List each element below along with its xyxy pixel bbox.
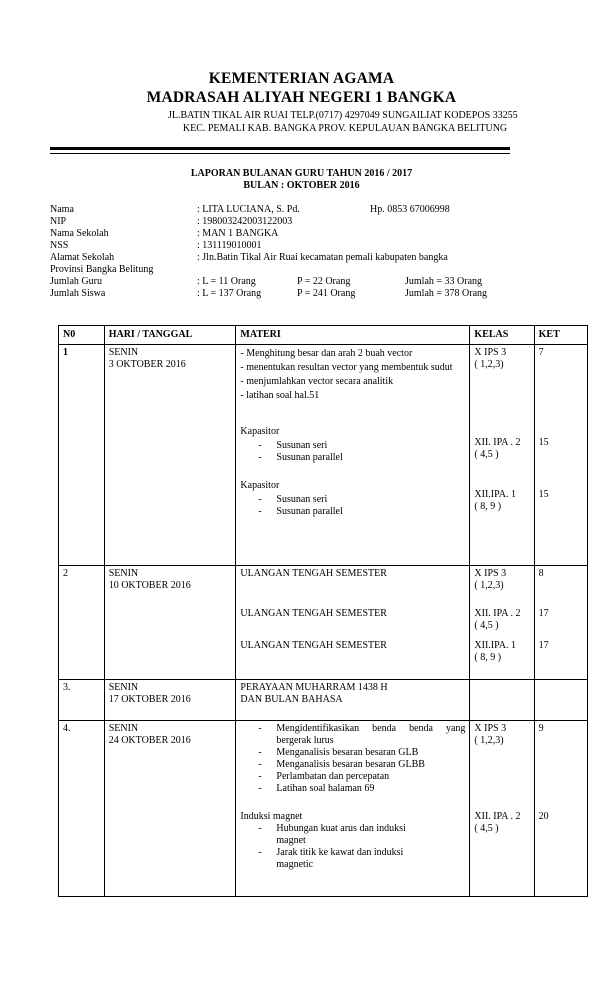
table-row: [59, 566, 588, 680]
guru-p-value: P = 22 Orang: [297, 276, 351, 287]
sekolah-value: : MAN 1 BANGKA: [197, 228, 279, 239]
materi-block: [240, 811, 465, 871]
kelas-hours: ( 1,2,3): [474, 580, 504, 591]
list-item: - Menganalisis besaran besaran GLB: [240, 747, 465, 759]
list-item: - Perlambatan dan percepatan: [240, 771, 465, 783]
nama-value: : LITA LUCIANA, S. Pd.: [197, 204, 300, 215]
guru-l-value: : L = 11 Orang: [197, 276, 256, 287]
materi-line: - menentukan resultan vector yang membentuk sudut: [240, 362, 453, 373]
row-ket: [534, 566, 587, 680]
col-header-materi: MATERI: [236, 326, 470, 345]
row-kelas: [470, 721, 534, 897]
alamat-value: : Jln.Batin Tikal Air Ruai kecamatan pemali kabupaten bangka: [197, 252, 448, 263]
kelas-hours: ( 1,2,3): [474, 359, 504, 370]
row-date: [104, 680, 236, 721]
ket-value: 17: [538, 608, 549, 619]
row-materi: [236, 566, 470, 680]
table-row: [59, 680, 588, 721]
kelas-hours: ( 8, 9 ): [474, 652, 502, 663]
materi-list: [240, 494, 465, 518]
report-subtitle: BULAN : OKTOBER 2016: [243, 180, 360, 191]
row-day: SENIN: [108, 568, 139, 579]
row-materi: [236, 345, 470, 566]
kelas-hours: ( 4,5 ): [474, 620, 499, 631]
kelas-name: X IPS 3: [474, 723, 507, 734]
row-materi: [236, 680, 470, 721]
row-number: 2: [59, 566, 105, 680]
materi-line: DAN BULAN BAHASA: [240, 694, 343, 705]
ket-value: 20: [538, 811, 549, 822]
report-title: LAPORAN BULANAN GURU TAHUN 2016 / 2017: [190, 168, 413, 179]
materi-block: [240, 426, 465, 464]
row-date: [104, 566, 236, 680]
address-line-1: JL.BATIN TIKAL AIR RUAI TELP.(0717) 4297049 SUNGAILIAT KODEPOS 33255: [168, 110, 518, 121]
list-item: - Hubungan kuat arus dan induksi magnet: [240, 823, 425, 847]
list-item: - Susunan parallel: [240, 452, 465, 464]
siswa-total-value: Jumlah = 378 Orang: [405, 288, 488, 299]
kelas-name: XII. IPA . 2: [474, 437, 521, 448]
materi-list: [240, 823, 465, 871]
row-date: [104, 721, 236, 897]
header-rule-thin: [50, 153, 510, 154]
row-ket: [534, 721, 587, 897]
ket-value: 17: [538, 640, 549, 651]
list-item: - Susunan seri: [240, 494, 465, 506]
materi-title: Induksi magnet: [240, 811, 303, 822]
ministry-heading: KEMENTERIAN AGAMA: [208, 70, 395, 87]
col-header-ket: KET: [534, 326, 587, 345]
row-day: SENIN: [108, 682, 139, 693]
row-date-text: 24 OKTOBER 2016: [108, 735, 191, 746]
kelas-name: XII. IPA . 2: [474, 811, 521, 822]
col-header-kelas: KELAS: [470, 326, 534, 345]
row-kelas: [470, 566, 534, 680]
siswa-label: Jumlah Siswa: [50, 288, 106, 299]
row-date: [104, 345, 236, 566]
row-kelas: [470, 680, 534, 721]
sekolah-label: Nama Sekolah: [50, 228, 109, 239]
list-item: - Latihan soal halaman 69: [240, 783, 465, 795]
row-date-text: 17 OKTOBER 2016: [108, 694, 191, 705]
kelas-hours: ( 8, 9 ): [474, 501, 502, 512]
siswa-p-value: P = 241 Orang: [297, 288, 356, 299]
materi-line: ULANGAN TENGAH SEMESTER: [240, 608, 387, 619]
row-number: 1: [59, 345, 105, 566]
materi-line: PERAYAAN MUHARRAM 1438 H: [240, 682, 388, 693]
materi-line: ULANGAN TENGAH SEMESTER: [240, 568, 387, 579]
row-number: 3.: [59, 680, 105, 721]
row-date-text: 3 OKTOBER 2016: [108, 359, 186, 370]
materi-list: [240, 440, 465, 464]
materi-line: - Menghitung besar dan arah 2 buah vector: [240, 348, 413, 359]
list-item: - Jarak titik ke kawat dan induksi magnetic: [240, 847, 425, 871]
materi-block: [240, 480, 465, 518]
school-heading: MADRASAH ALIYAH NEGERI 1 BANGKA: [146, 89, 457, 106]
row-number: 4.: [59, 721, 105, 897]
nip-value: : 198003242003122003: [197, 216, 293, 227]
list-item: - Mengidentifikasikan benda benda yang bergerak lurus: [240, 723, 465, 747]
materi-title: Kapasitor: [240, 480, 280, 491]
row-day: SENIN: [108, 347, 139, 358]
materi-line: - menjumlahkan vector secara analitik: [240, 376, 394, 387]
kelas-hours: ( 4,5 ): [474, 449, 499, 460]
guru-total-value: Jumlah = 33 Orang: [405, 276, 483, 287]
materi-line: ULANGAN TENGAH SEMESTER: [240, 640, 387, 651]
nama-label: Nama: [50, 204, 74, 215]
materi-title: Kapasitor: [240, 426, 280, 437]
list-item: - Susunan parallel: [240, 506, 465, 518]
nip-label: NIP: [50, 216, 67, 227]
siswa-l-value: : L = 137 Orang: [197, 288, 262, 299]
col-header-date: HARI / TANGGAL: [104, 326, 236, 345]
list-item: - Menganalisis besaran besaran GLBB: [240, 759, 465, 771]
kelas-name: X IPS 3: [474, 568, 507, 579]
col-header-no: N0: [59, 326, 105, 345]
kelas-hours: ( 4,5 ): [474, 823, 499, 834]
kelas-name: XII.IPA. 1: [474, 489, 516, 500]
ket-value: 15: [538, 437, 549, 448]
nss-value: : 131119010001: [197, 240, 262, 251]
ket-value: 7: [538, 347, 544, 358]
row-date-text: 10 OKTOBER 2016: [108, 580, 191, 591]
materi-list: [240, 723, 465, 795]
list-item: - Susunan seri: [240, 440, 465, 452]
row-day: SENIN: [108, 723, 139, 734]
alamat-label: Alamat Sekolah: [50, 252, 115, 263]
row-kelas: [470, 345, 534, 566]
materi-line: - latihan soal hal.51: [240, 390, 320, 401]
ket-value: 8: [538, 568, 544, 579]
kelas-name: XII.IPA. 1: [474, 640, 516, 651]
ket-value: 15: [538, 489, 549, 500]
report-table: [58, 325, 588, 897]
address-line-2: KEC. PEMALI KAB. BANGKA PROV. KEPULAUAN BANGKA BELITUNG: [182, 123, 508, 134]
table-header-row: [59, 326, 588, 345]
alamat-continuation: Provinsi Bangka Belitung: [50, 264, 154, 275]
kelas-name: XII. IPA . 2: [474, 608, 521, 619]
ket-value: 9: [538, 723, 544, 734]
table-row: [59, 345, 588, 566]
row-ket: [534, 680, 587, 721]
table-row: [59, 721, 588, 897]
nss-label: NSS: [50, 240, 69, 251]
kelas-name: X IPS 3: [474, 347, 507, 358]
materi-block: [240, 348, 465, 402]
guru-label: Jumlah Guru: [50, 276, 102, 287]
header-rule-thick: [50, 147, 510, 150]
kelas-hours: ( 1,2,3): [474, 735, 504, 746]
row-ket: [534, 345, 587, 566]
phone-value: Hp. 0853 67006998: [370, 204, 450, 215]
row-materi: [236, 721, 470, 897]
